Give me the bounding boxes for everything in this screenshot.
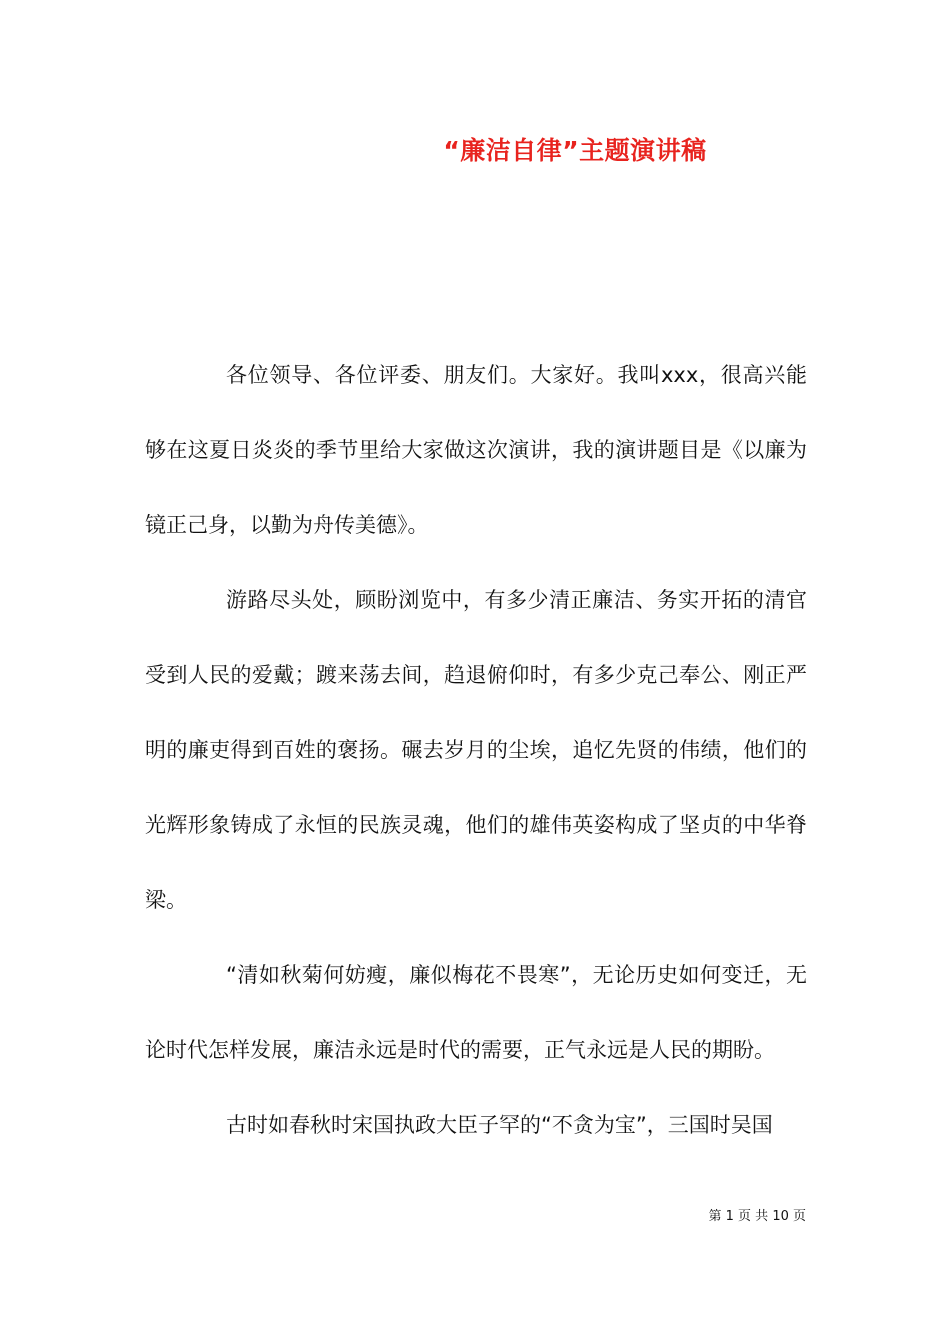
document-title: “廉洁自律”主题演讲稿	[443, 136, 707, 165]
paragraph: 古时如春秋时宋国执政大臣子罕的“不贪为宝”，三国时吴国	[226, 1113, 773, 1137]
paragraph: 游路尽头处，顾盼浏览中，有多少清正廉洁、务实开拓的清官受到人民的爱戴；踱来荡去间，趋退俯仰时，有多少克己奉公、刚正严明的廉吏得到百姓的褒扬。碾去岁月的尘埃，追忆先贤的伟绩，他们的光辉形象铸成了永恒的民族灵魂，他们的雄伟英姿构成了坚贞的中华脊梁。	[145, 588, 807, 912]
page-number-footer: 第 1 页 共 10 页	[708, 1209, 806, 1224]
document-body	[145, 338, 807, 1163]
paragraph: 各位领导、各位评委、朋友们。大家好。我叫xxx，很高兴能够在这夏日炎炎的季节里给大家做这次演讲，我的演讲题目是《以廉为镜正己身，以勤为舟传美德》。	[145, 363, 807, 537]
paragraph: “清如秋菊何妨瘦，廉似梅花不畏寒”，无论历史如何变迁，无论时代怎样发展，廉洁永远是时代的需要，正气永远是人民的期盼。	[145, 963, 807, 1062]
